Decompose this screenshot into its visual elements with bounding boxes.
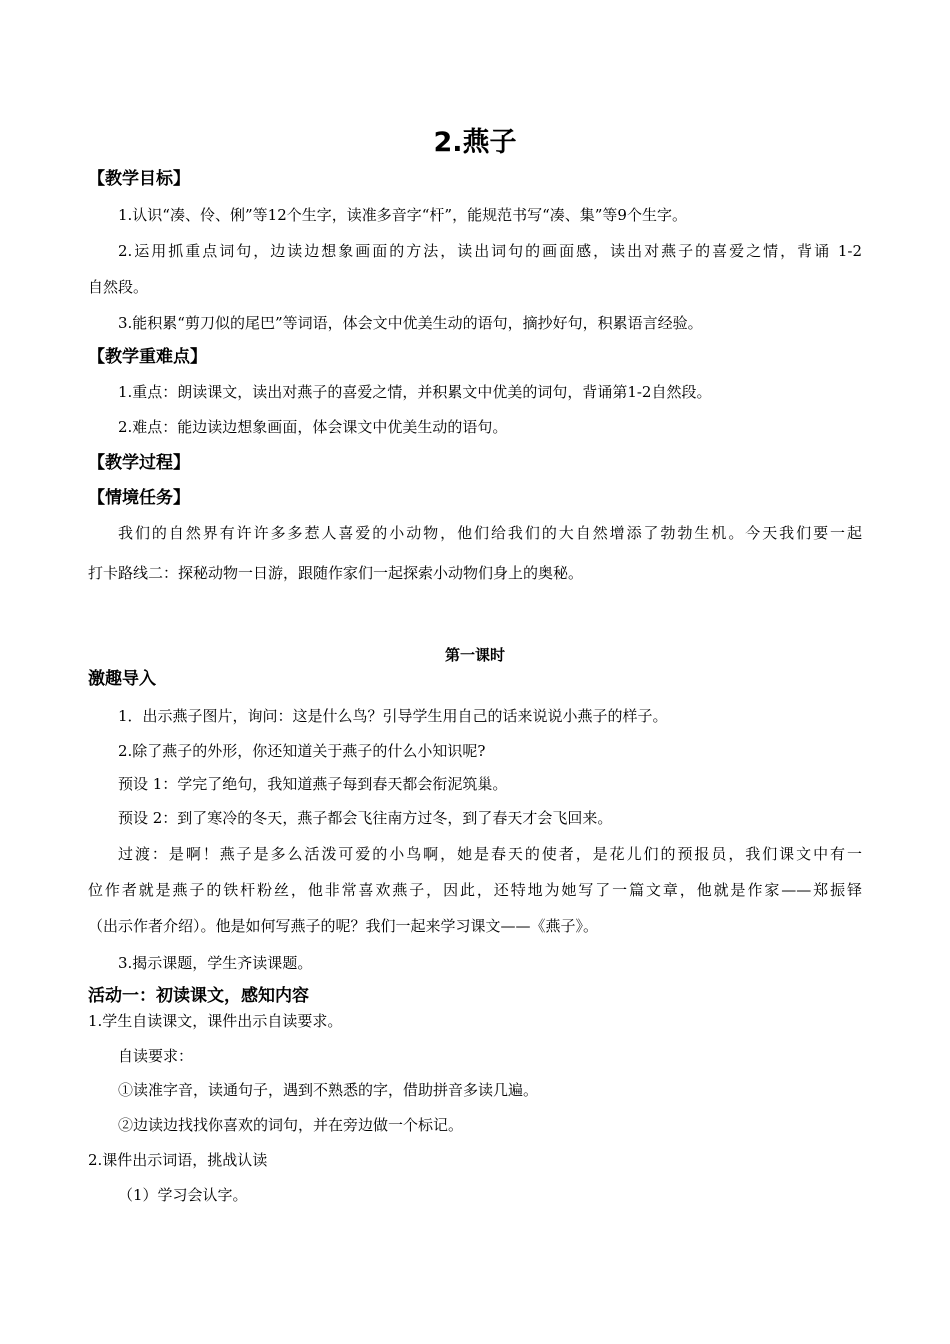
goal-item-3: 3.能积累“剪刀似的尾巴”等词语，体会文中优美生动的语句，摘抄好句，积累语言经验。	[118, 314, 703, 332]
lesson-heading: 第一课时	[444, 646, 505, 664]
key-point-2: 2.难点：能边读边想象画面，体会课文中优美生动的语句。	[118, 418, 508, 436]
activity-1-subitem-1: （1）学习会认字。	[118, 1186, 248, 1204]
key-point-1: 1.重点：朗读课文，读出对燕子的喜爱之情，并积累文中优美的词句，背诵第1-2自然段。	[118, 383, 712, 401]
self-read-requirement-1: ①读准字音，读通句子，遇到不熟悉的字，借助拼音多读几遍。	[118, 1081, 539, 1099]
activity-1-item-1: 1.学生自读课文，课件出示自读要求。	[88, 1012, 343, 1030]
self-read-requirement-2: ②边读边找找你喜欢的词句，并在旁边做一个标记。	[118, 1116, 464, 1134]
section-heading-goals: 【教学目标】	[88, 169, 190, 189]
intro-preset-2: 预设 2：到了寒冷的冬天，燕子都会飞往南方过冬，到了春天才会飞回来。	[118, 809, 613, 827]
section-heading-scenario: 【情境任务】	[88, 488, 190, 508]
intro-item-3: 3.揭示课题，学生齐读课题。	[118, 954, 313, 972]
section-heading-key-points: 【教学重难点】	[88, 347, 207, 367]
scenario-line-1: 我们的自然界有许许多多惹人喜爱的小动物，他们给我们的大自然增添了勃勃生机。今天我们要一起	[118, 524, 862, 542]
goal-item-2-line-2: 自然段。	[88, 278, 149, 296]
intro-transition-line-1: 过渡：是啊！燕子是多么活泼可爱的小鸟啊，她是春天的使者，是花儿们的预报员，我们课文中有一	[118, 845, 862, 863]
goal-item-2-line-1: 2.运用抓重点词句，边读边想象画面的方法，读出词句的画面感，读出对燕子的喜爱之情，背诵 1-2	[118, 242, 862, 260]
intro-item-1: 1．出示燕子图片，询问：这是什么鸟？引导学生用自己的话来说说小燕子的样子。	[118, 707, 668, 725]
activity-1-heading: 活动一：初读课文，感知内容	[88, 986, 309, 1006]
intro-item-2: 2.除了燕子的外形，你还知道关于燕子的什么小知识呢?	[118, 742, 486, 760]
section-heading-process: 【教学过程】	[88, 453, 190, 473]
intro-heading: 激趣导入	[88, 669, 156, 689]
goal-item-1: 1.认识“凑、伶、俐”等12个生字，读准多音字“杆”，能规范书写“凑、集”等9个生字。	[118, 206, 687, 224]
scenario-line-2: 打卡路线二：探秘动物一日游，跟随作家们一起探索小动物们身上的奥秘。	[88, 564, 584, 582]
activity-1-item-2: 2.课件出示词语，挑战认读	[88, 1151, 268, 1169]
intro-preset-1: 预设 1：学完了绝句，我知道燕子每到春天都会衔泥筑巢。	[118, 775, 508, 793]
self-read-requirements-heading: 自读要求：	[118, 1047, 194, 1065]
intro-transition-line-2: 位作者就是燕子的铁杆粉丝，他非常喜欢燕子，因此，还特地为她写了一篇文章，他就是作家——郑振铎	[88, 881, 862, 899]
page-title: 2.燕子	[433, 127, 517, 158]
intro-transition-line-3: （出示作者介绍）。他是如何写燕子的呢？我们一起来学习课文——《燕子》。	[88, 917, 599, 935]
